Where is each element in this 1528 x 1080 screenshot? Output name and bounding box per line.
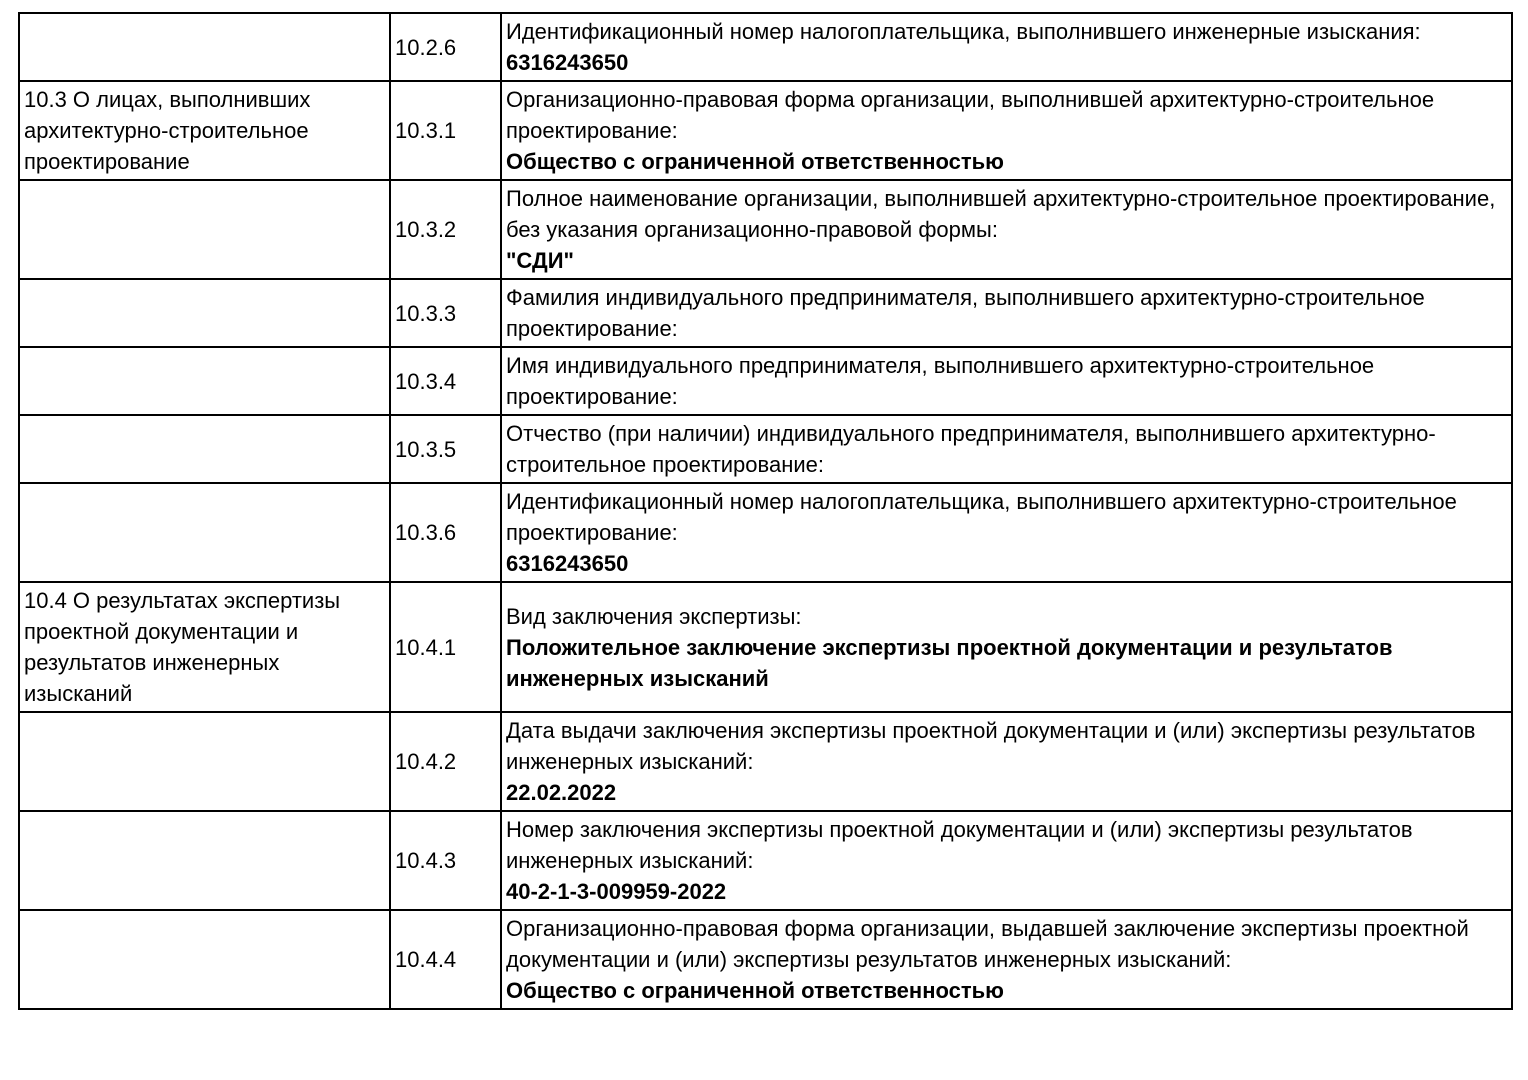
section-cell <box>19 180 390 279</box>
item-number: 10.4.3 <box>395 848 457 873</box>
content-cell <box>501 910 1512 1009</box>
section-cell <box>19 13 390 81</box>
declaration-table <box>18 12 1513 1010</box>
number-cell <box>390 347 501 415</box>
number-cell <box>390 910 501 1009</box>
content-cell <box>501 811 1512 910</box>
item-number: 10.3.5 <box>395 436 457 462</box>
field-value: 40-2-1-3-009959-2022 <box>506 879 727 904</box>
field-label: Номер заключения экспертизы проектной документации и (или) экспертизы результатов инженерных изысканий: <box>506 817 1413 873</box>
number-cell <box>390 180 501 279</box>
number-cell <box>390 582 501 712</box>
section-cell <box>19 483 390 582</box>
item-number: 10.4.4 <box>395 947 457 972</box>
content-cell <box>501 13 1512 81</box>
field-value: Общество с ограниченной ответственностью <box>506 149 1004 174</box>
field-label: Вид заключения экспертизы: <box>506 603 802 629</box>
number-cell <box>390 13 501 81</box>
item-number: 10.4.2 <box>395 749 457 774</box>
field-value: 6316243650 <box>506 50 629 75</box>
number-cell <box>390 415 501 483</box>
item-number: 10.3.1 <box>395 118 457 143</box>
field-label: Организационно-правовая форма организации, выполнившей архитектурно-строительное проектирование: <box>506 87 1435 143</box>
section-cell <box>19 712 390 811</box>
section-label: 10.3 О лицах, выполнивших архитектурно-строительное проектирование <box>24 87 311 174</box>
content-cell <box>501 712 1512 811</box>
section-cell <box>19 582 390 712</box>
content-cell <box>501 483 1512 582</box>
item-number: 10.3.3 <box>395 300 457 326</box>
section-cell <box>19 811 390 910</box>
item-number: 10.3.6 <box>395 520 457 545</box>
section-cell <box>19 81 390 180</box>
field-label: Идентификационный номер налогоплательщика, выполнившего архитектурно-строительное проектирование: <box>506 489 1457 545</box>
item-number: 10.3.4 <box>395 368 457 394</box>
content-cell <box>501 347 1512 415</box>
field-value: Положительное заключение экспертизы проектной документации и результатов инженерных изысканий <box>506 634 1393 691</box>
field-value: "СДИ" <box>506 248 574 273</box>
field-label: Полное наименование организации, выполнившей архитектурно-строительное проектирование, без указания организационно-правовой формы: <box>506 186 1496 242</box>
table-row <box>19 415 1512 483</box>
section-cell <box>19 279 390 347</box>
field-value: Общество с ограниченной ответственностью <box>506 978 1004 1003</box>
table-row <box>19 279 1512 347</box>
field-label: Имя индивидуального предпринимателя, выполнившего архитектурно-строительное проектирование: <box>506 353 1375 409</box>
number-cell <box>390 483 501 582</box>
field-label: Организационно-правовая форма организации, выдавшей заключение экспертизы проектной документации и (или) экспертизы результатов инженерных изысканий: <box>506 916 1469 972</box>
table-row <box>19 347 1512 415</box>
field-value: 6316243650 <box>506 551 629 576</box>
table-row <box>19 13 1512 81</box>
content-cell <box>501 415 1512 483</box>
content-cell <box>501 81 1512 180</box>
section-label: 10.4 О результатах экспертизы проектной документации и результатов инженерных изысканий <box>24 588 341 706</box>
table-row <box>19 811 1512 910</box>
table-row <box>19 910 1512 1009</box>
field-label: Идентификационный номер налогоплательщика, выполнившего инженерные изыскания: <box>506 19 1421 44</box>
content-cell <box>501 279 1512 347</box>
table-row <box>19 582 1512 712</box>
number-cell <box>390 712 501 811</box>
field-label: Дата выдачи заключения экспертизы проектной документации и (или) экспертизы результатов инженерных изысканий: <box>506 718 1476 774</box>
content-cell <box>501 180 1512 279</box>
section-cell <box>19 415 390 483</box>
field-label: Фамилия индивидуального предпринимателя, выполнившего архитектурно-строительное проектирование: <box>506 285 1425 341</box>
table-row <box>19 81 1512 180</box>
item-number: 10.4.1 <box>395 634 457 660</box>
section-cell <box>19 910 390 1009</box>
section-cell <box>19 347 390 415</box>
field-value: 22.02.2022 <box>506 780 617 805</box>
content-cell <box>501 582 1512 712</box>
table-row <box>19 483 1512 582</box>
number-cell <box>390 81 501 180</box>
number-cell <box>390 279 501 347</box>
item-number: 10.2.6 <box>395 34 457 60</box>
table-row <box>19 712 1512 811</box>
item-number: 10.3.2 <box>395 217 457 242</box>
field-label: Отчество (при наличии) индивидуального предпринимателя, выполнившего архитектурно-строительное проектирование: <box>506 421 1436 477</box>
table-row <box>19 180 1512 279</box>
number-cell <box>390 811 501 910</box>
